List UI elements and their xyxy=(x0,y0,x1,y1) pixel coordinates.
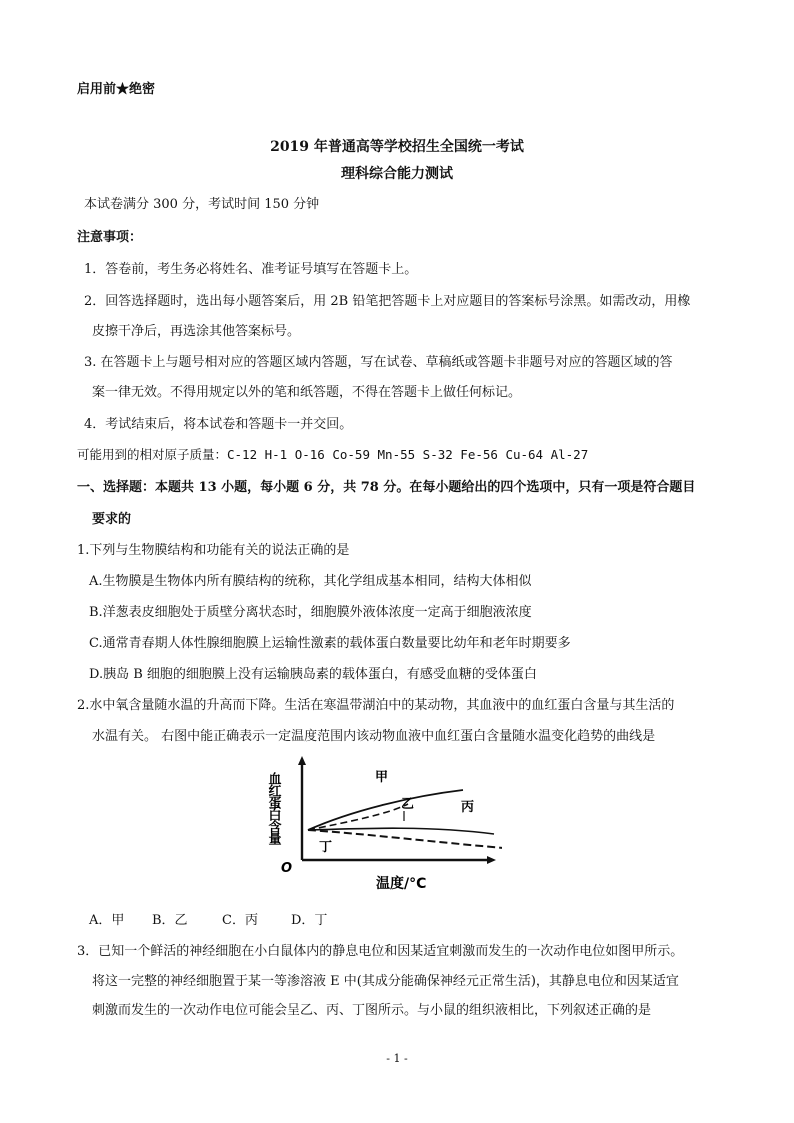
notice-item-3-cont: 案一律无效。不得用规定以外的笔和纸答题，不得在答题卡上做任何标记。 xyxy=(92,385,522,400)
x-axis-arrow xyxy=(487,856,496,864)
question-2-option-a: A．甲 xyxy=(89,913,125,928)
question-1-option-a: A.生物膜是生物体内所有膜结构的统称，其化学组成基本相同，结构大体相似 xyxy=(89,574,532,589)
exam-info: 本试卷满分 300 分，考试时间 150 分钟 xyxy=(84,197,320,212)
y-axis-label: 血红蛋白含量 xyxy=(265,772,281,844)
page-number: - 1 - xyxy=(386,1052,408,1065)
curve-label-jia: 甲 xyxy=(375,770,389,785)
section-heading: 一、选择题：本题共 13 小题，每小题 6 分，共 78 分。在每小题给出的四个选项中，只有一项是符合题目 xyxy=(77,480,696,495)
atomic-masses: 可能用到的相对原子质量：C-12 H-1 O-16 Co-59 Mn-55 S-32 Fe-56 Cu-64 Al-27 xyxy=(77,447,589,462)
x-axis-label: 温度/°C xyxy=(376,876,427,892)
notice-item-3: 3. 在答题卡上与题号相对应的答题区域内答题，写在试卷、草稿纸或答题卡非题号对应的答题区域的答 xyxy=(84,355,673,370)
question-1-option-d: D.胰岛 B 细胞的细胞膜上没有运输胰岛素的载体蛋白，有感受血糖的受体蛋白 xyxy=(89,667,537,682)
question-3-stem-cont-2: 刺激而发生的一次动作电位可能会呈乙、丙、丁图所示。与小鼠的组织液相比，下列叙述正确的是 xyxy=(92,1003,652,1018)
question-1-option-b: B.洋葱表皮细胞处于质壁分离状态时，细胞膜外液体浓度一定高于细胞液浓度 xyxy=(89,605,532,620)
curve-label-yi: 乙 xyxy=(401,797,415,812)
curve-label-ding: 丁 xyxy=(319,840,333,855)
notice-item-4: 4．考试结束后，将本试卷和答题卡一并交回。 xyxy=(84,417,353,432)
exam-title: 2019 年普通高等学校招生全国统一考试 xyxy=(270,139,524,155)
question-2-option-b: B．乙 xyxy=(152,913,188,928)
curve-ding xyxy=(308,830,502,848)
question-2-stem-cont: 水温有关。 右图中能正确表示一定温度范围内该动物血液中血红蛋白含量随水温变化趋势的曲线是 xyxy=(92,729,656,744)
section-heading-cont: 要求的 xyxy=(92,512,132,527)
notice-item-2: 2．回答选择题时，选出每小题答案后，用 2B 铅笔把答题卡上对应题目的答案标号涂黑。如需改动，用橡 xyxy=(84,294,691,309)
y-axis-arrow xyxy=(298,756,306,765)
curve-label-bing: 丙 xyxy=(461,800,475,815)
question-2-option-d: D．丁 xyxy=(291,913,328,928)
notice-item-1: 1．答卷前，考生务必将姓名、准考证号填写在答题卡上。 xyxy=(84,262,418,277)
question-1-stem: 1.下列与生物膜结构和功能有关的说法正确的是 xyxy=(77,543,350,558)
question-3-stem-cont-1: 将这一完整的神经细胞置于某一等渗溶液 E 中(其成分能确保神经元正常生活)，其静息电位和因某适宜 xyxy=(92,974,679,989)
notice-item-2-cont: 皮擦干净后，再选涂其他答案标号。 xyxy=(92,324,301,339)
curve-jia xyxy=(308,790,463,830)
question-2-option-c: C．丙 xyxy=(222,913,258,928)
curve-yi xyxy=(308,804,408,830)
exam-subtitle: 理科综合能力测试 xyxy=(341,166,453,182)
hemoglobin-temperature-graph xyxy=(258,748,502,898)
question-1-option-c: C.通常青春期人体性腺细胞膜上运输性激素的载体蛋白数量要比幼年和老年时期要多 xyxy=(89,636,571,651)
notice-heading: 注意事项： xyxy=(77,230,143,245)
question-2-stem: 2.水中氧含量随水温的升高而下降。生活在寒温带湖泊中的某动物，其血液中的血红蛋白含量与其生活的 xyxy=(77,698,675,713)
question-3-stem: 3．已知一个鲜活的神经细胞在小白鼠体内的静息电位和因某适宜刺激而发生的一次动作电位如图甲所示。 xyxy=(77,944,684,959)
origin-label: O xyxy=(281,861,293,876)
confidential-label: 启用前★绝密 xyxy=(77,82,156,97)
